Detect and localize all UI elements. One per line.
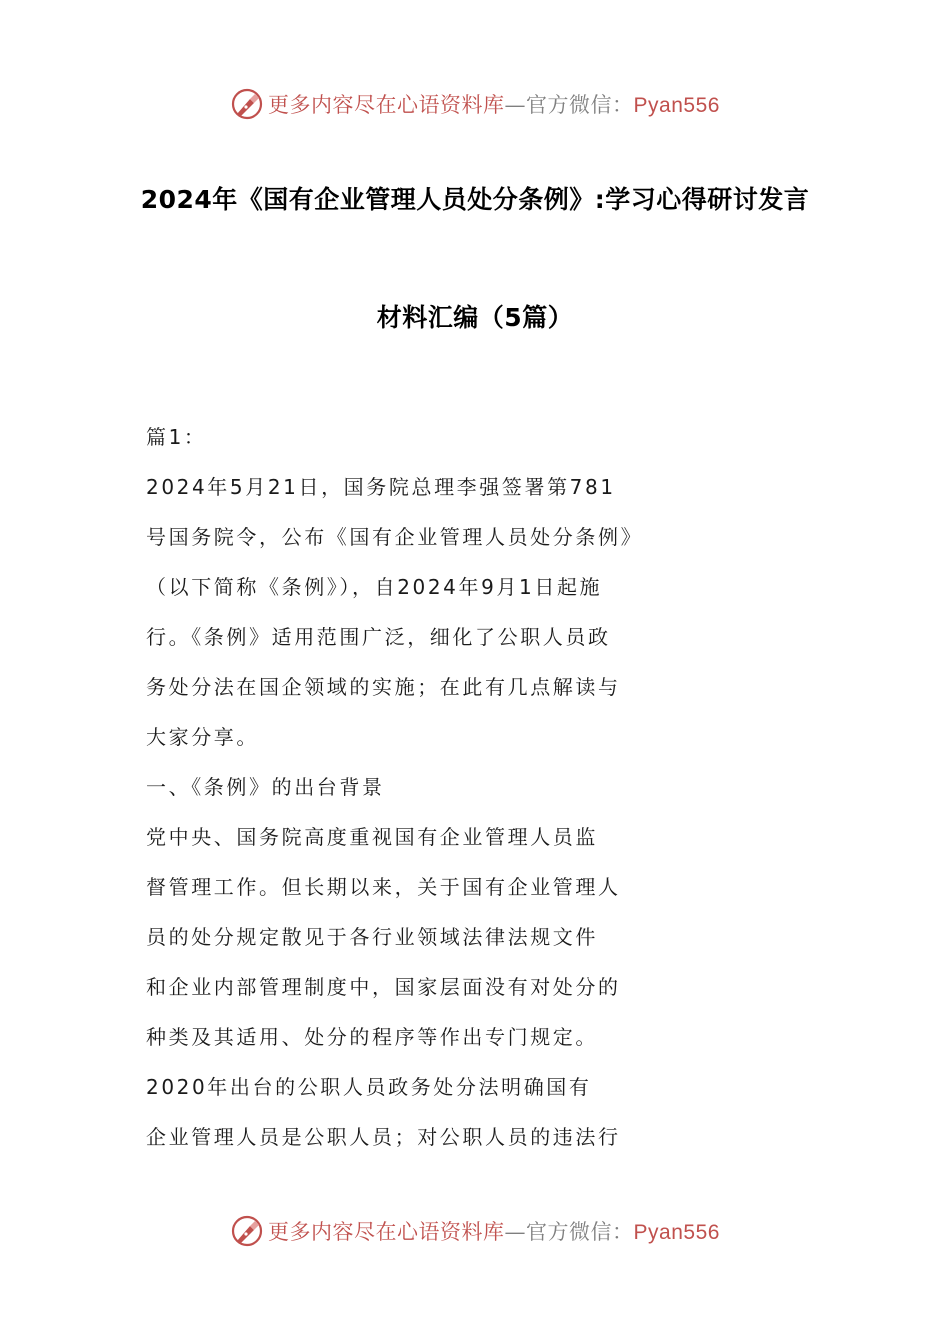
body-line: 种类及其适用、处分的程序等作出专门规定。 <box>146 1025 598 1049</box>
body-line: 和企业内部管理制度中，国家层面没有对处分的 <box>146 975 621 999</box>
document-body <box>146 420 666 1170</box>
banner-id-text: Pyan556 <box>633 94 720 117</box>
body-line: 企业管理人员是公职人员；对公职人员的违法行 <box>146 1125 621 1149</box>
body-line: 2020年出台的公职人员政务处分法明确国有 <box>146 1075 592 1099</box>
banner-sep-text: —官方微信： <box>504 93 634 117</box>
body-line: 篇1： <box>146 425 207 449</box>
body-line: 2024年5月21日，国务院总理李强签署第781 <box>146 475 616 499</box>
body-line: 督管理工作。但长期以来，关于国有企业管理人 <box>146 875 621 899</box>
body-line: 大家分享。 <box>146 725 259 749</box>
page-title-line-1: 2024年《国有企业管理人员处分条例》:学习心得研讨发言 <box>140 185 810 214</box>
footer-banner <box>0 1211 950 1251</box>
body-line: 员的处分规定散见于各行业领域法律法规文件 <box>146 925 598 949</box>
body-line: 务处分法在国企领域的实施；在此有几点解读与 <box>146 675 621 699</box>
body-line: 党中央、国务院高度重视国有企业管理人员监 <box>146 825 598 849</box>
body-line: 行。《条例》适用范围广泛，细化了公职人员政 <box>146 625 611 649</box>
section-heading: 一、《条例》的出台背景 <box>146 775 385 799</box>
pen-nib-logo-icon <box>230 1214 264 1248</box>
body-line: （以下简称《条例》），自2024年9月1日起施 <box>146 575 603 599</box>
header-banner <box>0 84 950 124</box>
footer-sep-text: —官方微信： <box>504 1220 634 1244</box>
footer-id-text: Pyan556 <box>633 1221 720 1244</box>
page-title-line-2: 材料汇编（5篇） <box>376 303 574 332</box>
pen-nib-logo-icon <box>230 87 264 121</box>
banner-main-text: 更多内容尽在心语资料库 <box>268 93 505 117</box>
body-line: 号国务院令，公布《国有企业管理人员处分条例》 <box>146 525 644 549</box>
footer-main-text: 更多内容尽在心语资料库 <box>268 1220 505 1244</box>
